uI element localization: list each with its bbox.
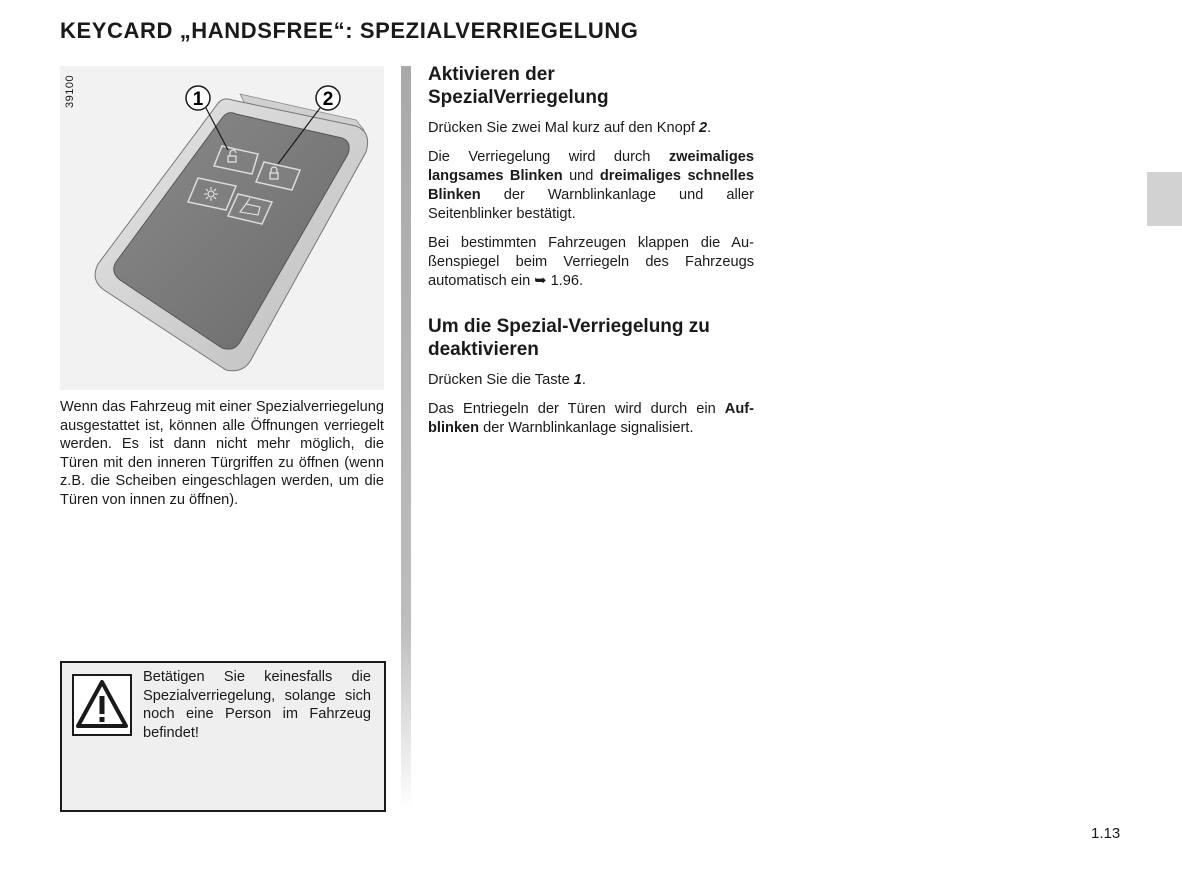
section-activate [428,63,754,301]
activate-confirmation: Die Verriegelung wird durch zweimaliges langsames Blinken und dreimaliges schnelles Blinken der Warnblinkanlage und aller Seitenblinker bestätigt. [428,149,754,222]
intro-paragraph: Wenn das Fahrzeug mit einer Spezialverriegelung ausgestattet ist, können alle Öffnungen verriegelt werden. Es ist dann nicht mehr möglich, die Türen mit den inneren Türgriffen zu öffnen (wenn z.B. die Scheiben eingeschlagen werden, um die Türen von innen zu öffnen). [60,399,384,508]
callout-2-label: 2 [322,89,334,110]
keycard-illustration [60,66,384,390]
keycard-figure [60,66,384,390]
chapter-tab-marker [1147,172,1182,226]
deactivate-heading: Um die Spezial-Verriegelung zu deaktivieren [428,316,710,360]
warning-box [60,661,386,812]
warning-text: Betätigen Sie keinesfalls die Spezialverriegelung, solange sich noch eine Person im Fahrzeug befindet! [143,669,371,741]
deactivate-confirmation: Das Entriegeln der Türen wird durch ein Aufblinken der Warnblinkanlage signalisiert. [428,401,754,436]
callout-1-label: 1 [192,89,204,110]
activate-mirrors-note: Bei bestimmten Fahrzeugen klappen die Außenspiegel beim Verriegeln des Fahrzeugs automatisch ein ➥ 1.96. [428,235,754,289]
activate-heading: Aktivieren der SpezialVerriegelung [428,64,609,108]
deactivate-step: Drücken Sie die Taste 1. [428,372,586,388]
page-number: 1.13 [1091,825,1121,842]
warning-triangle-icon [72,674,132,736]
activate-step: Drücken Sie zwei Mal kurz auf den Knopf 2. [428,120,712,136]
figure-id: 39100 [64,74,76,108]
page-title: KEYCARD „HANDSFREE“: SPEZIALVERRIEGELUNG [60,18,639,43]
section-deactivate [428,315,754,448]
column-divider [401,66,411,810]
arrow-right-icon: ➥ [534,273,547,289]
